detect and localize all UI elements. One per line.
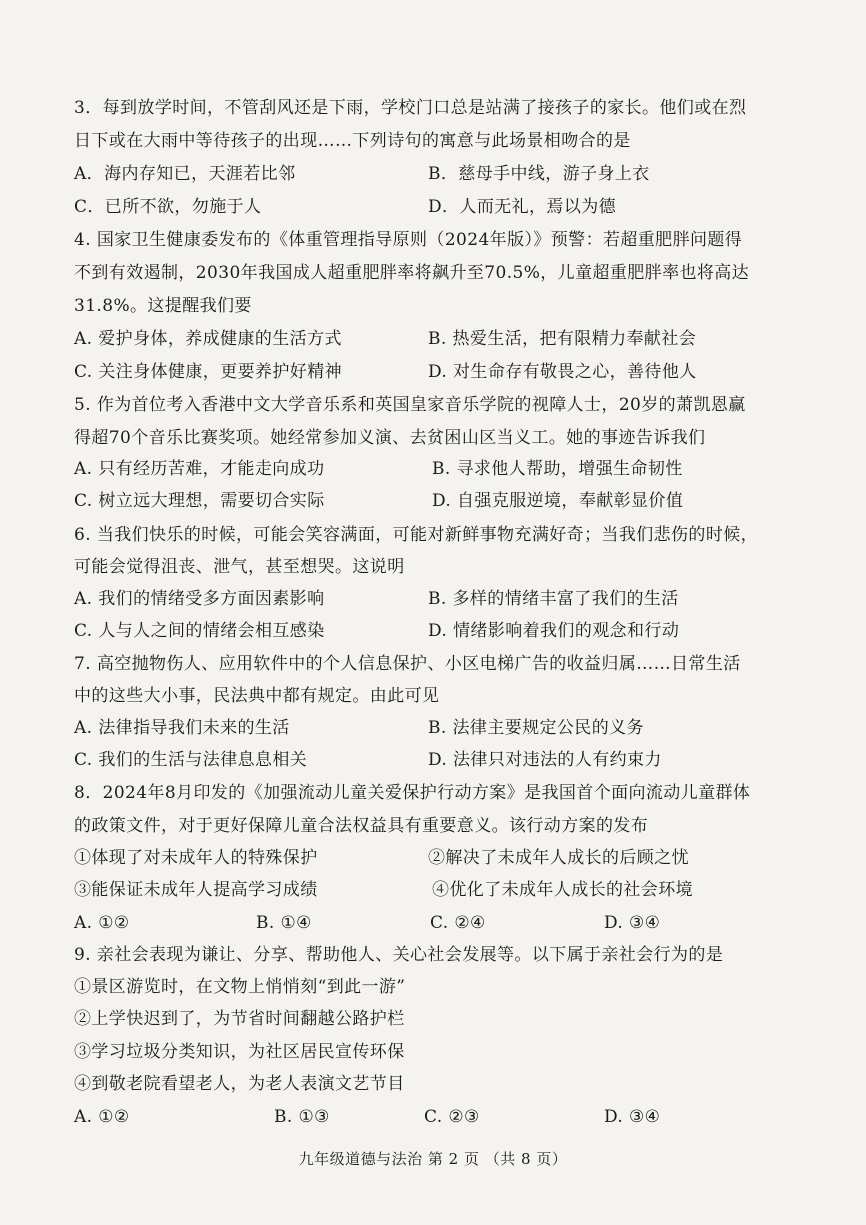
q3-option-c: C．已所不欲，勿施于人 [74,197,262,217]
q8-statement-1: ①体现了对未成年人的特殊保护 [74,848,318,868]
q5-option-d: D. 自强克服逆境，奉献彰显价值 [432,491,684,511]
page-footer: 九年级道德与法治 第 2 页 （共 8 页） [298,1150,568,1168]
q6-option-c: C. 人与人之间的情绪会相互感染 [74,621,325,641]
q8-option-c: C. ②④ [430,913,486,933]
q8-stem-line1: 8．2024年8月印发的《加强流动儿童关爱保护行动方案》是我国首个面向流动儿童群体 [74,783,751,803]
q4-stem-line2: 不到有效遏制，2030年我国成人超重肥胖率将飙升至70.5%，儿童超重肥胖率也将高达 [74,263,750,283]
q6-option-b: B. 多样的情绪丰富了我们的生活 [428,589,679,609]
q6-stem-line1: 6. 当我们快乐的时候，可能会笑容满面，可能对新鲜事物充满好奇；当我们悲伤的时候， [74,525,759,545]
q9-option-d: D. ③④ [604,1107,661,1127]
q4-stem-line3: 31.8%。这提醒我们要 [74,296,252,316]
q3-option-b: B．慈母手中线，游子身上衣 [428,164,650,184]
q5-option-c: C. 树立远大理想，需要切合实际 [74,491,325,511]
q4-option-c: C. 关注身体健康，更要养护好精神 [74,362,343,382]
q8-statement-2: ②解决了未成年人成长的后顾之忧 [428,848,689,868]
q6-option-a: A. 我们的情绪受多方面因素影响 [74,589,325,609]
q9-option-c: C. ②③ [424,1107,480,1127]
q5-option-a: A. 只有经历苦难，才能走向成功 [74,459,325,479]
q5-stem-line1: 5. 作为首位考入香港中文大学音乐系和英国皇家音乐学院的视障人士，20岁的萧凯恩赢 [74,395,746,415]
q4-option-a: A. 爱护身体，养成健康的生活方式 [74,329,342,349]
q9-option-a: A. ①② [74,1107,130,1127]
q6-option-d: D. 情绪影响着我们的观念和行动 [428,621,680,641]
q3-option-a: A．海内存知已，天涯若比邻 [74,164,296,184]
q9-statement-4: ④到敬老院看望老人，为老人表演文艺节目 [74,1074,405,1094]
q8-option-d: D. ③④ [604,913,661,933]
q7-option-a: A. 法律指导我们未来的生活 [74,718,290,738]
q3-stem-line2: 日下或在大雨中等待孩子的出现……下列诗句的寓意与此场景相吻合的是 [74,131,631,151]
q9-option-b: B. ①③ [274,1107,330,1127]
q4-option-b: B. 热爱生活，把有限精力奉献社会 [428,329,697,349]
q5-stem-line2: 得超70个音乐比赛奖项。她经常参加义演、去贫困山区当义工。她的事迹告诉我们 [74,428,706,448]
q3-stem-line1: 3．每到放学时间，不管刮风还是下雨，学校门口总是站满了接孩子的家长。他们或在烈 [74,98,747,118]
q8-statement-3: ③能保证未成年人提高学习成绩 [74,880,318,900]
q9-statement-1: ①景区游览时，在文物上悄悄刻“到此一游” [74,977,406,997]
q7-option-c: C. 我们的生活与法律息息相关 [74,750,308,770]
q8-option-b: B. ①④ [256,913,312,933]
q5-option-b: B. 寻求他人帮助，增强生命韧性 [432,459,683,479]
q7-option-b: B. 法律主要规定公民的义务 [428,718,644,738]
q9-stem-line1: 9. 亲社会表现为谦让、分享、帮助他人、关心社会发展等。以下属于亲社会行为的是 [74,945,724,965]
q6-stem-line2: 可能会觉得沮丧、泄气，甚至想哭。这说明 [74,557,405,577]
q4-option-d: D. 对生命存有敬畏之心，善待他人 [428,362,697,382]
q3-option-d: D．人而无礼，焉以为德 [428,197,617,217]
q9-statement-2: ②上学快迟到了，为节省时间翻越公路护栏 [74,1009,405,1029]
q7-stem-line1: 7. 高空抛物伤人、应用软件中的个人信息保护、小区电梯广告的收益归属……日常生活 [74,654,741,674]
q4-stem-line1: 4. 国家卫生健康委发布的《体重管理指导原则（2024年版）》预警：若超重肥胖问题得 [74,230,743,250]
q8-option-a: A. ①② [74,913,130,933]
q8-stem-line2: 的政策文件，对于更好保障儿童合法权益具有重要意义。该行动方案的发布 [74,816,649,836]
q8-statement-4: ④优化了未成年人成长的社会环境 [432,880,693,900]
q9-statement-3: ③学习垃圾分类知识，为社区居民宣传环保 [74,1042,405,1062]
q7-option-d: D. 法律只对违法的人有约束力 [428,750,662,770]
q7-stem-line2: 中的这些大小事，民法典中都有规定。由此可见 [74,686,440,706]
